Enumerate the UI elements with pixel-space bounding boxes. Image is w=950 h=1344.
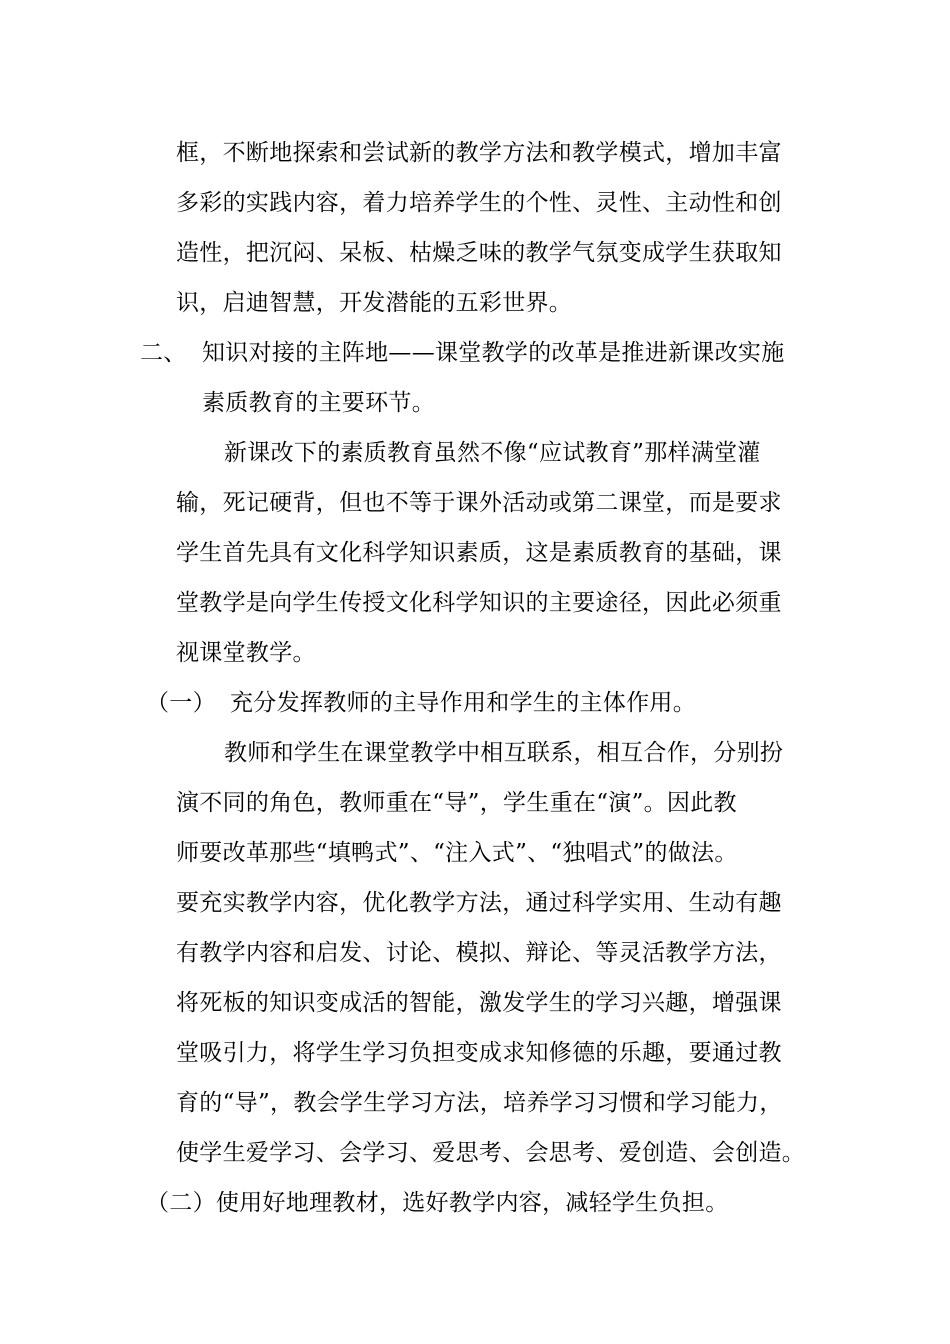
section-two-heading-line-1: 知识对接的主阵地——课堂教学的改革是推进新课改实施 <box>202 340 785 366</box>
subsection-one-body-line-8: 育的“导”，教会学生学习方法，培养学习习惯和学习能力， <box>176 1090 783 1116</box>
subsection-one-body-line-2: 演不同的角色，教师重在“导”，学生重在“演”。因此教 <box>176 790 737 816</box>
section-two-body-line-2: 输，死记硬背，但也不等于课外活动或第二课堂，而是要求 <box>176 490 782 516</box>
intro-line-1: 框，不断地探索和尝试新的教学方法和教学模式，增加丰富 <box>176 140 782 166</box>
subsection-one-body-line-1: 教师和学生在课堂教学中相互联系，相互合作，分别扮 <box>224 740 784 766</box>
subsection-one-marker: （一） <box>146 690 216 716</box>
section-two-body-line-1: 新课改下的素质教育虽然不像“应试教育”那样满堂灌 <box>224 440 761 466</box>
section-two-body-line-5: 视课堂教学。 <box>176 640 316 666</box>
section-two-body-line-3: 学生首先具有文化科学知识素质，这是素质教育的基础，课 <box>176 540 782 566</box>
intro-line-2: 多彩的实践内容，着力培养学生的个性、灵性、主动性和创 <box>176 190 782 216</box>
subsection-one-body-line-5: 有教学内容和启发、讨论、模拟、辩论、等灵活教学方法， <box>176 940 782 966</box>
section-two-body-line-4: 堂教学是向学生传授文化科学知识的主要途径，因此必须重 <box>176 590 782 616</box>
subsection-two-heading: （二）使用好地理教材，选好教学内容，减轻学生负担。 <box>146 1190 729 1216</box>
intro-line-3: 造性，把沉闷、呆板、枯燥乏味的教学气氛变成学生获取知 <box>176 240 782 266</box>
subsection-one-body-line-7: 堂吸引力，将学生学习负担变成求知修德的乐趣，要通过教 <box>176 1040 782 1066</box>
section-two-heading-line-2: 素质教育的主要环节。 <box>202 390 435 416</box>
subsection-one-body-line-6: 将死板的知识变成活的智能，激发学生的学习兴趣，增强课 <box>176 990 782 1016</box>
subsection-one-body-line-9: 使学生爱学习、会学习、爱思考、会思考、爱创造、会创造。 <box>176 1140 806 1166</box>
intro-line-4: 识，启迪智慧，开发潜能的五彩世界。 <box>176 290 573 316</box>
section-two-marker: 二、 <box>140 340 187 366</box>
subsection-one-body-line-3: 师要改革那些“填鸭式”、“注入式”、“独唱式”的做法。 <box>176 840 738 866</box>
subsection-one-heading: 充分发挥教师的主导作用和学生的主体作用。 <box>230 690 696 716</box>
subsection-one-body-line-4: 要充实教学内容，优化教学方法，通过科学实用、生动有趣 <box>176 890 782 916</box>
